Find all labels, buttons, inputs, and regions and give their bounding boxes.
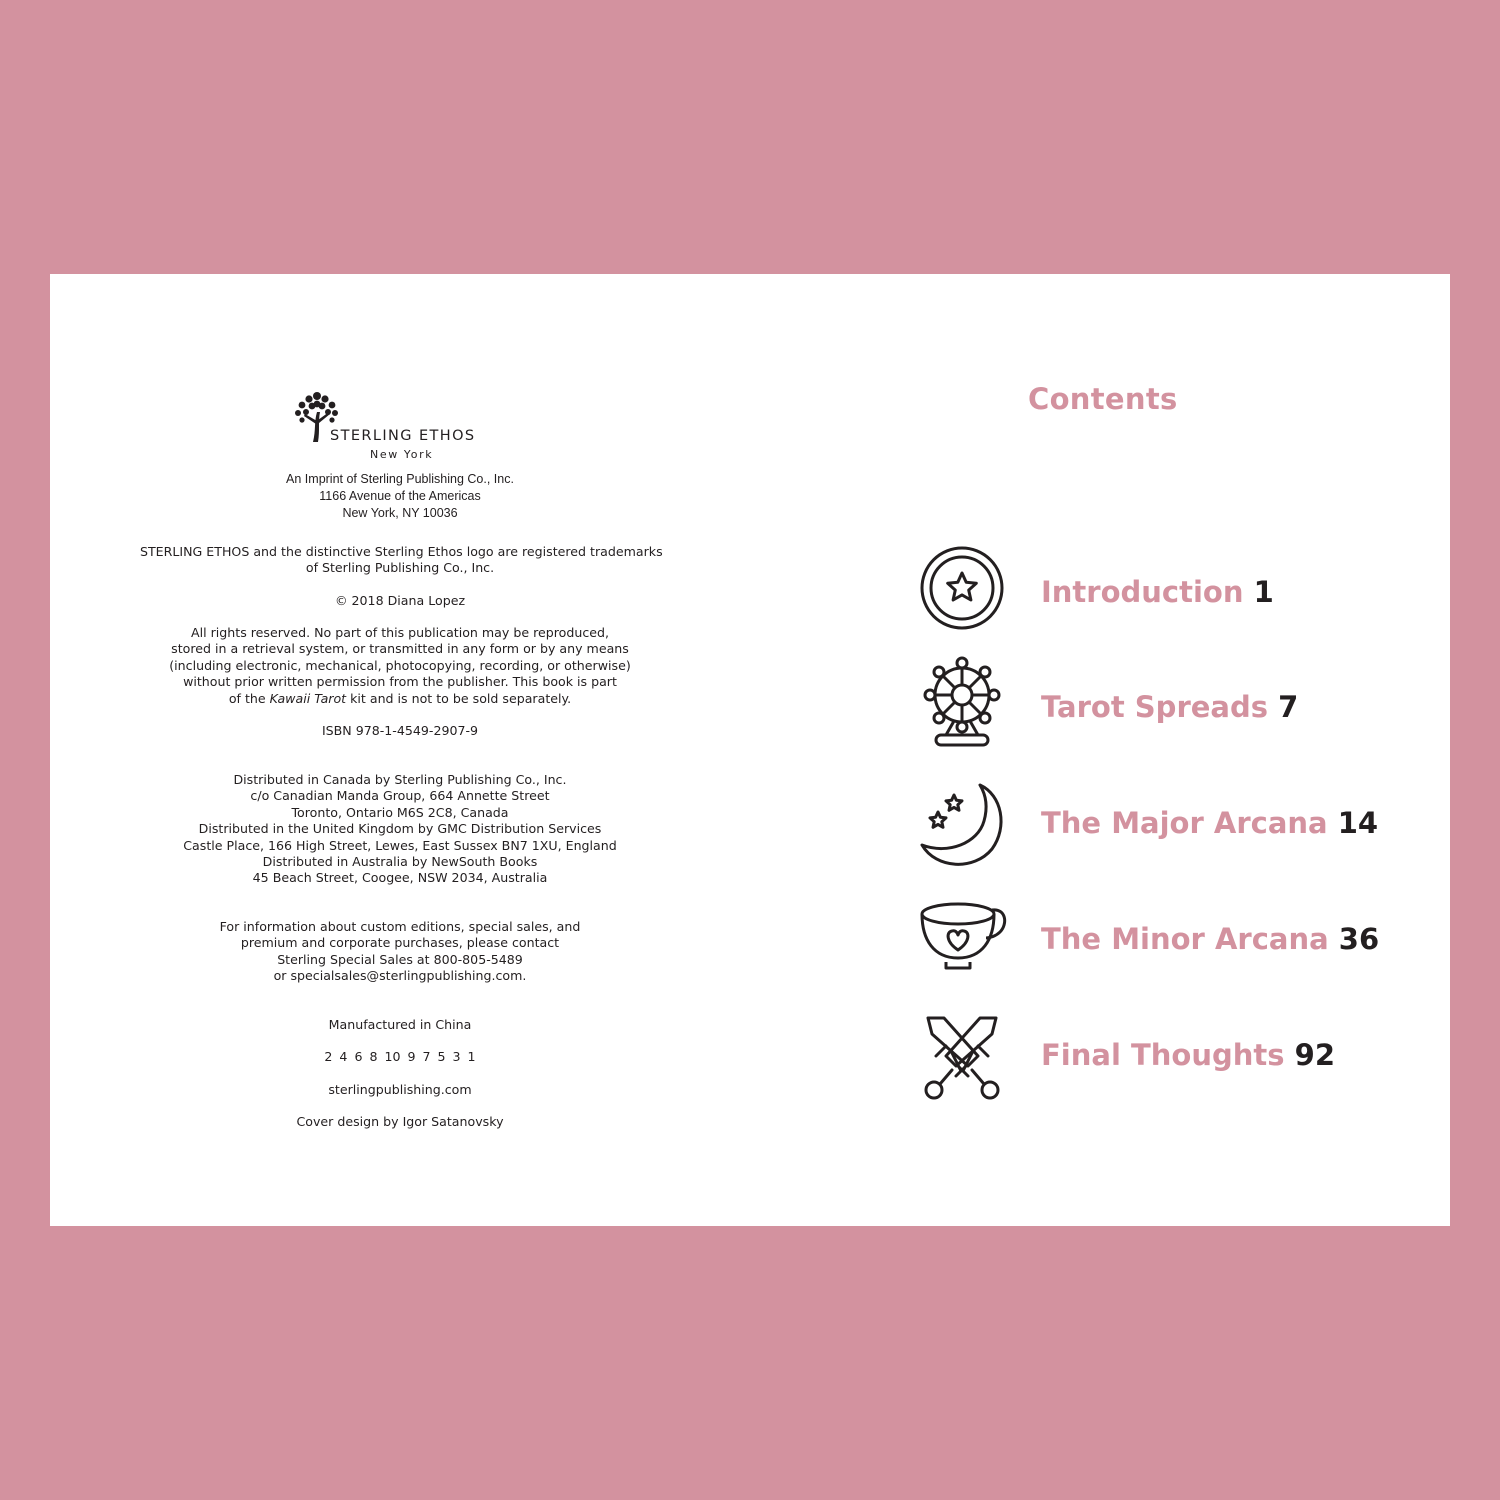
- contents-title: Contents: [1028, 382, 1178, 416]
- printing-line: 2 4 6 8 10 9 7 5 3 1: [324, 1049, 476, 1064]
- book-spread: [50, 274, 1450, 1226]
- imprint-address: An Imprint of Sterling Publishing Co., Inc. 1166 Avenue of the Americas New York, NY 10036: [286, 472, 514, 520]
- rights-notice: All rights reserved. No part of this publication may be reproduced, stored in a retrieval system, or transmitted in any form or by any means (including electronic, mechanical, photocopying, recording, or otherwise) without prior written permission from the publisher. This book is part of the Kawaii Tarot kit and is not to be sold separately.: [169, 625, 631, 706]
- moon-stars-icon: [916, 781, 1008, 869]
- toc-entry-introduction[interactable]: Introduction 1: [1041, 575, 1274, 609]
- website-line: sterlingpublishing.com: [328, 1082, 472, 1097]
- trademark-notice: STERLING ETHOS and the distinctive Sterling Ethos logo are registered trademarks of Sterling Publishing Co., Inc.: [140, 544, 663, 576]
- distribution-info: Distributed in Canada by Sterling Publishing Co., Inc. c/o Canadian Manda Group, 664 Annette Street Toronto, Ontario M6S 2C8, Canada Distributed in the United Kingdom by GMC Distribution Services Castle Place, 166 High Street, Lewes, East Sussex BN7 1XU, England Distributed in Australia by NewSouth Books 45 Beach Street, Coogee, NSW 2034, Australia: [183, 772, 617, 886]
- kit-title: Kawaii Tarot: [269, 690, 347, 706]
- isbn: ISBN 978-1-4549-2907-9: [321, 723, 479, 738]
- toc-entry-tarot-spreads[interactable]: Tarot Spreads 7: [1041, 690, 1299, 724]
- publisher-logo: [140, 390, 660, 462]
- logo-wordmark: STERLING ETHOS: [330, 428, 476, 444]
- ferris-wheel-icon: [916, 655, 1008, 751]
- special-sales-info: For information about custom editions, special sales, and premium and corporate purchases, please contact Sterling Special Sales at 800-805-5489 or specialsales@sterlingpublishing.com.: [219, 919, 581, 984]
- manufactured-line: Manufactured in China: [328, 1017, 472, 1032]
- crossed-swords-icon: [916, 1016, 1008, 1102]
- star-coin-icon: [916, 545, 1008, 633]
- teacup-heart-icon: [916, 900, 1008, 972]
- toc-entry-final-thoughts[interactable]: Final Thoughts 92: [1041, 1038, 1335, 1072]
- toc-entry-minor-arcana[interactable]: The Minor Arcana 36: [1041, 922, 1380, 956]
- cover-credit: Cover design by Igor Satanovsky: [296, 1114, 504, 1129]
- toc-entry-major-arcana[interactable]: The Major Arcana 14: [1041, 806, 1379, 840]
- logo-city: New York: [370, 448, 434, 461]
- copyright-notice: © 2018 Diana Lopez: [334, 593, 466, 608]
